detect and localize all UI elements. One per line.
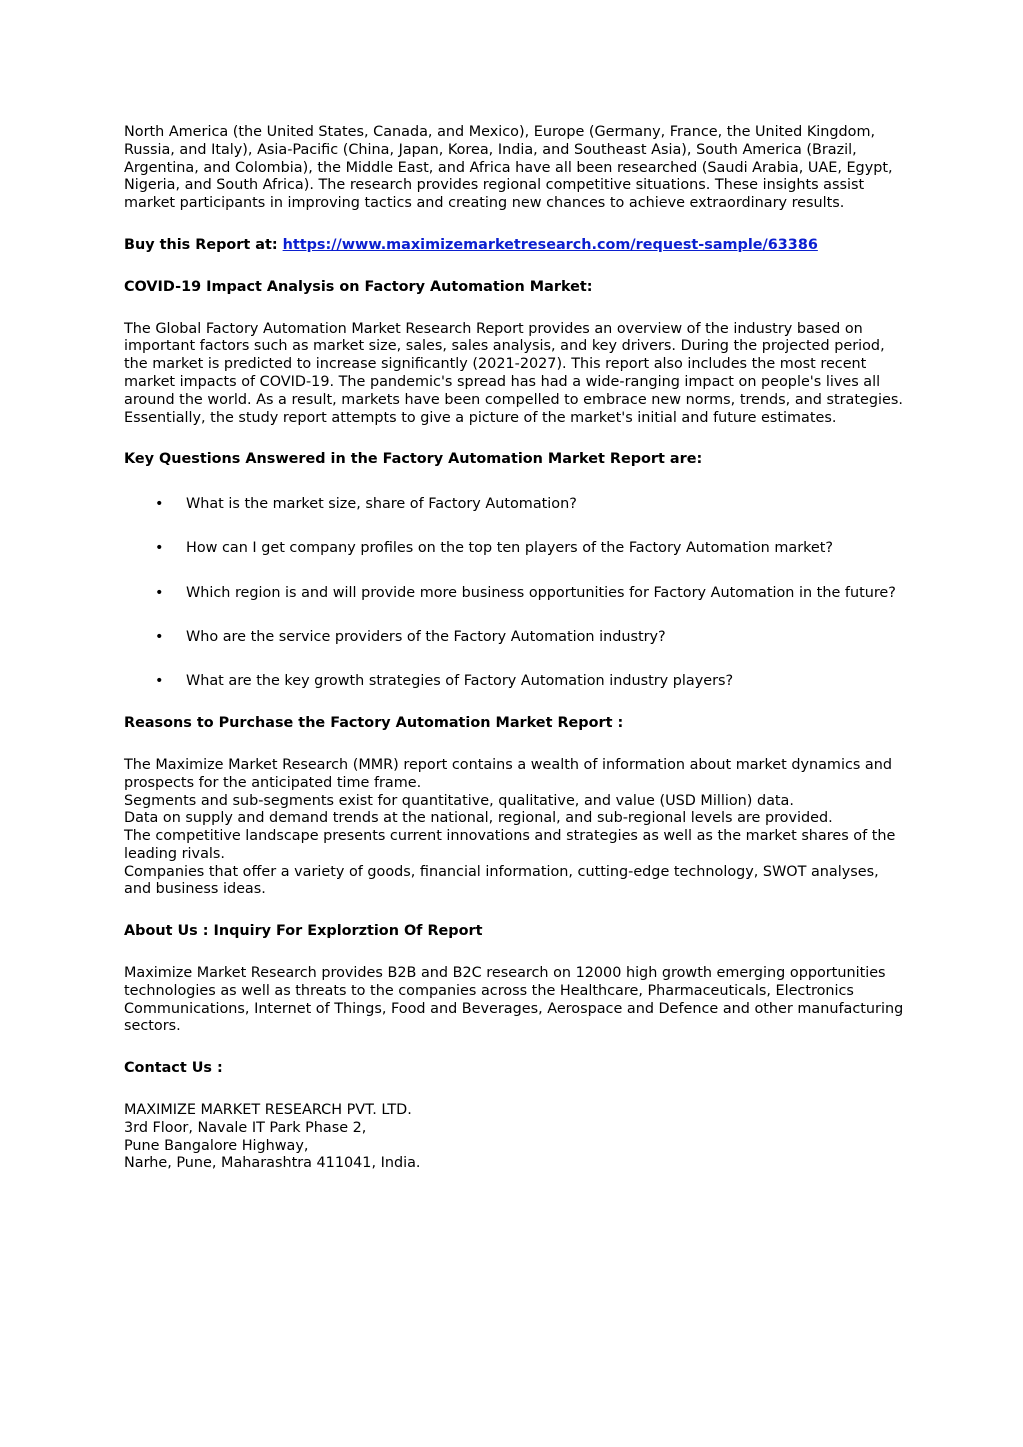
list-item: [124, 673, 909, 691]
reason-line: Companies that offer a variety of goods, financial information, cutting-edge technology, SWOT analyses, and business ideas.: [124, 863, 879, 898]
key-questions-heading: Key Questions Answered in the Factory Automation Market Report are:: [124, 451, 703, 468]
reasons-heading: Reasons to Purchase the Factory Automation Market Report :: [124, 715, 624, 732]
document-page: [124, 124, 909, 1173]
bullet-icon: •: [155, 628, 164, 645]
reason-line: The Maximize Market Research (MMR) report contains a wealth of information about market dynamics and prospects for the anticipated time frame.: [124, 756, 893, 791]
bullet-icon: •: [155, 540, 164, 557]
intro-paragraph: North America (the United States, Canada, and Mexico), Europe (Germany, France, the United Kingdom, Russia, and Italy), Asia-Pacific (China, Japan, Korea, India, and Southeast Asia), South America (Brazil, Argentina, and Colombia), the Middle East, and Africa have all been researched (Saudi Arabia, UAE, Egypt, Nigeria, and South Africa). The research provides regional competitive situations. These insights assist market participants in improving tactics and creating new chances to achieve extraordinary results.: [124, 124, 893, 212]
address-line: Pune Bangalore Highway,: [124, 1137, 309, 1154]
question-text: What is the market size, share of Factory Automation?: [186, 495, 577, 512]
list-item: [124, 540, 909, 558]
bullet-icon: •: [155, 584, 164, 601]
address-line: Narhe, Pune, Maharashtra 411041, India.: [124, 1155, 421, 1172]
buy-report-label: Buy this Report at:: [124, 236, 283, 253]
request-sample-link[interactable]: https://www.maximizemarketresearch.com/request-sample/63386: [282, 236, 818, 253]
question-text: What are the key growth strategies of Factory Automation industry players?: [186, 673, 734, 690]
about-heading: About Us : Inquiry For Explorztion Of Report: [124, 923, 483, 940]
question-text: Which region is and will provide more business opportunities for Factory Automation in the future?: [186, 584, 896, 601]
company-name: MAXIMIZE MARKET RESEARCH PVT. LTD.: [124, 1102, 412, 1119]
buy-report-line: [124, 237, 909, 255]
covid-paragraph: The Global Factory Automation Market Research Report provides an overview of the industry based on important factors such as market size, sales, sales analysis, and key drivers. During the projected period, the market is predicted to increase significantly (2021-2027). This report also includes the most recent market impacts of COVID-19. The pandemic's spread has had a wide-ranging impact on people's lives all around the world. As a result, markets have been compelled to embrace new norms, trends, and strategies. Essentially, the study report attempts to give a picture of the market's initial and future estimates.: [124, 320, 903, 426]
reason-line: Data on supply and demand trends at the national, regional, and sub-regional levels are provided.: [124, 810, 833, 827]
list-item: [124, 496, 909, 514]
contact-address: [124, 1102, 909, 1173]
reason-line: Segments and sub-segments exist for quantitative, qualitative, and value (USD Million) data.: [124, 792, 794, 809]
about-paragraph: Maximize Market Research provides B2B and B2C research on 12000 high growth emerging opportunities technologies as well as threats to the companies across the Healthcare, Pharmaceuticals, Electronics Communications, Internet of Things, Food and Beverages, Aerospace and Defence and other manufacturing sectors.: [124, 965, 904, 1035]
question-text: Who are the service providers of the Factory Automation industry?: [186, 628, 666, 645]
bullet-icon: •: [155, 495, 164, 512]
reasons-paragraph: [124, 757, 909, 899]
contact-heading: Contact Us :: [124, 1060, 223, 1077]
list-item: [124, 629, 909, 647]
key-questions-list: [124, 496, 909, 691]
list-item: [124, 585, 909, 603]
reason-line: The competitive landscape presents current innovations and strategies as well as the market shares of the leading rivals.: [124, 828, 896, 862]
bullet-icon: •: [155, 673, 164, 690]
covid-heading: COVID-19 Impact Analysis on Factory Automation Market:: [124, 278, 593, 295]
question-text: How can I get company profiles on the top ten players of the Factory Automation market?: [186, 540, 834, 557]
address-line: 3rd Floor, Navale IT Park Phase 2,: [124, 1119, 367, 1136]
